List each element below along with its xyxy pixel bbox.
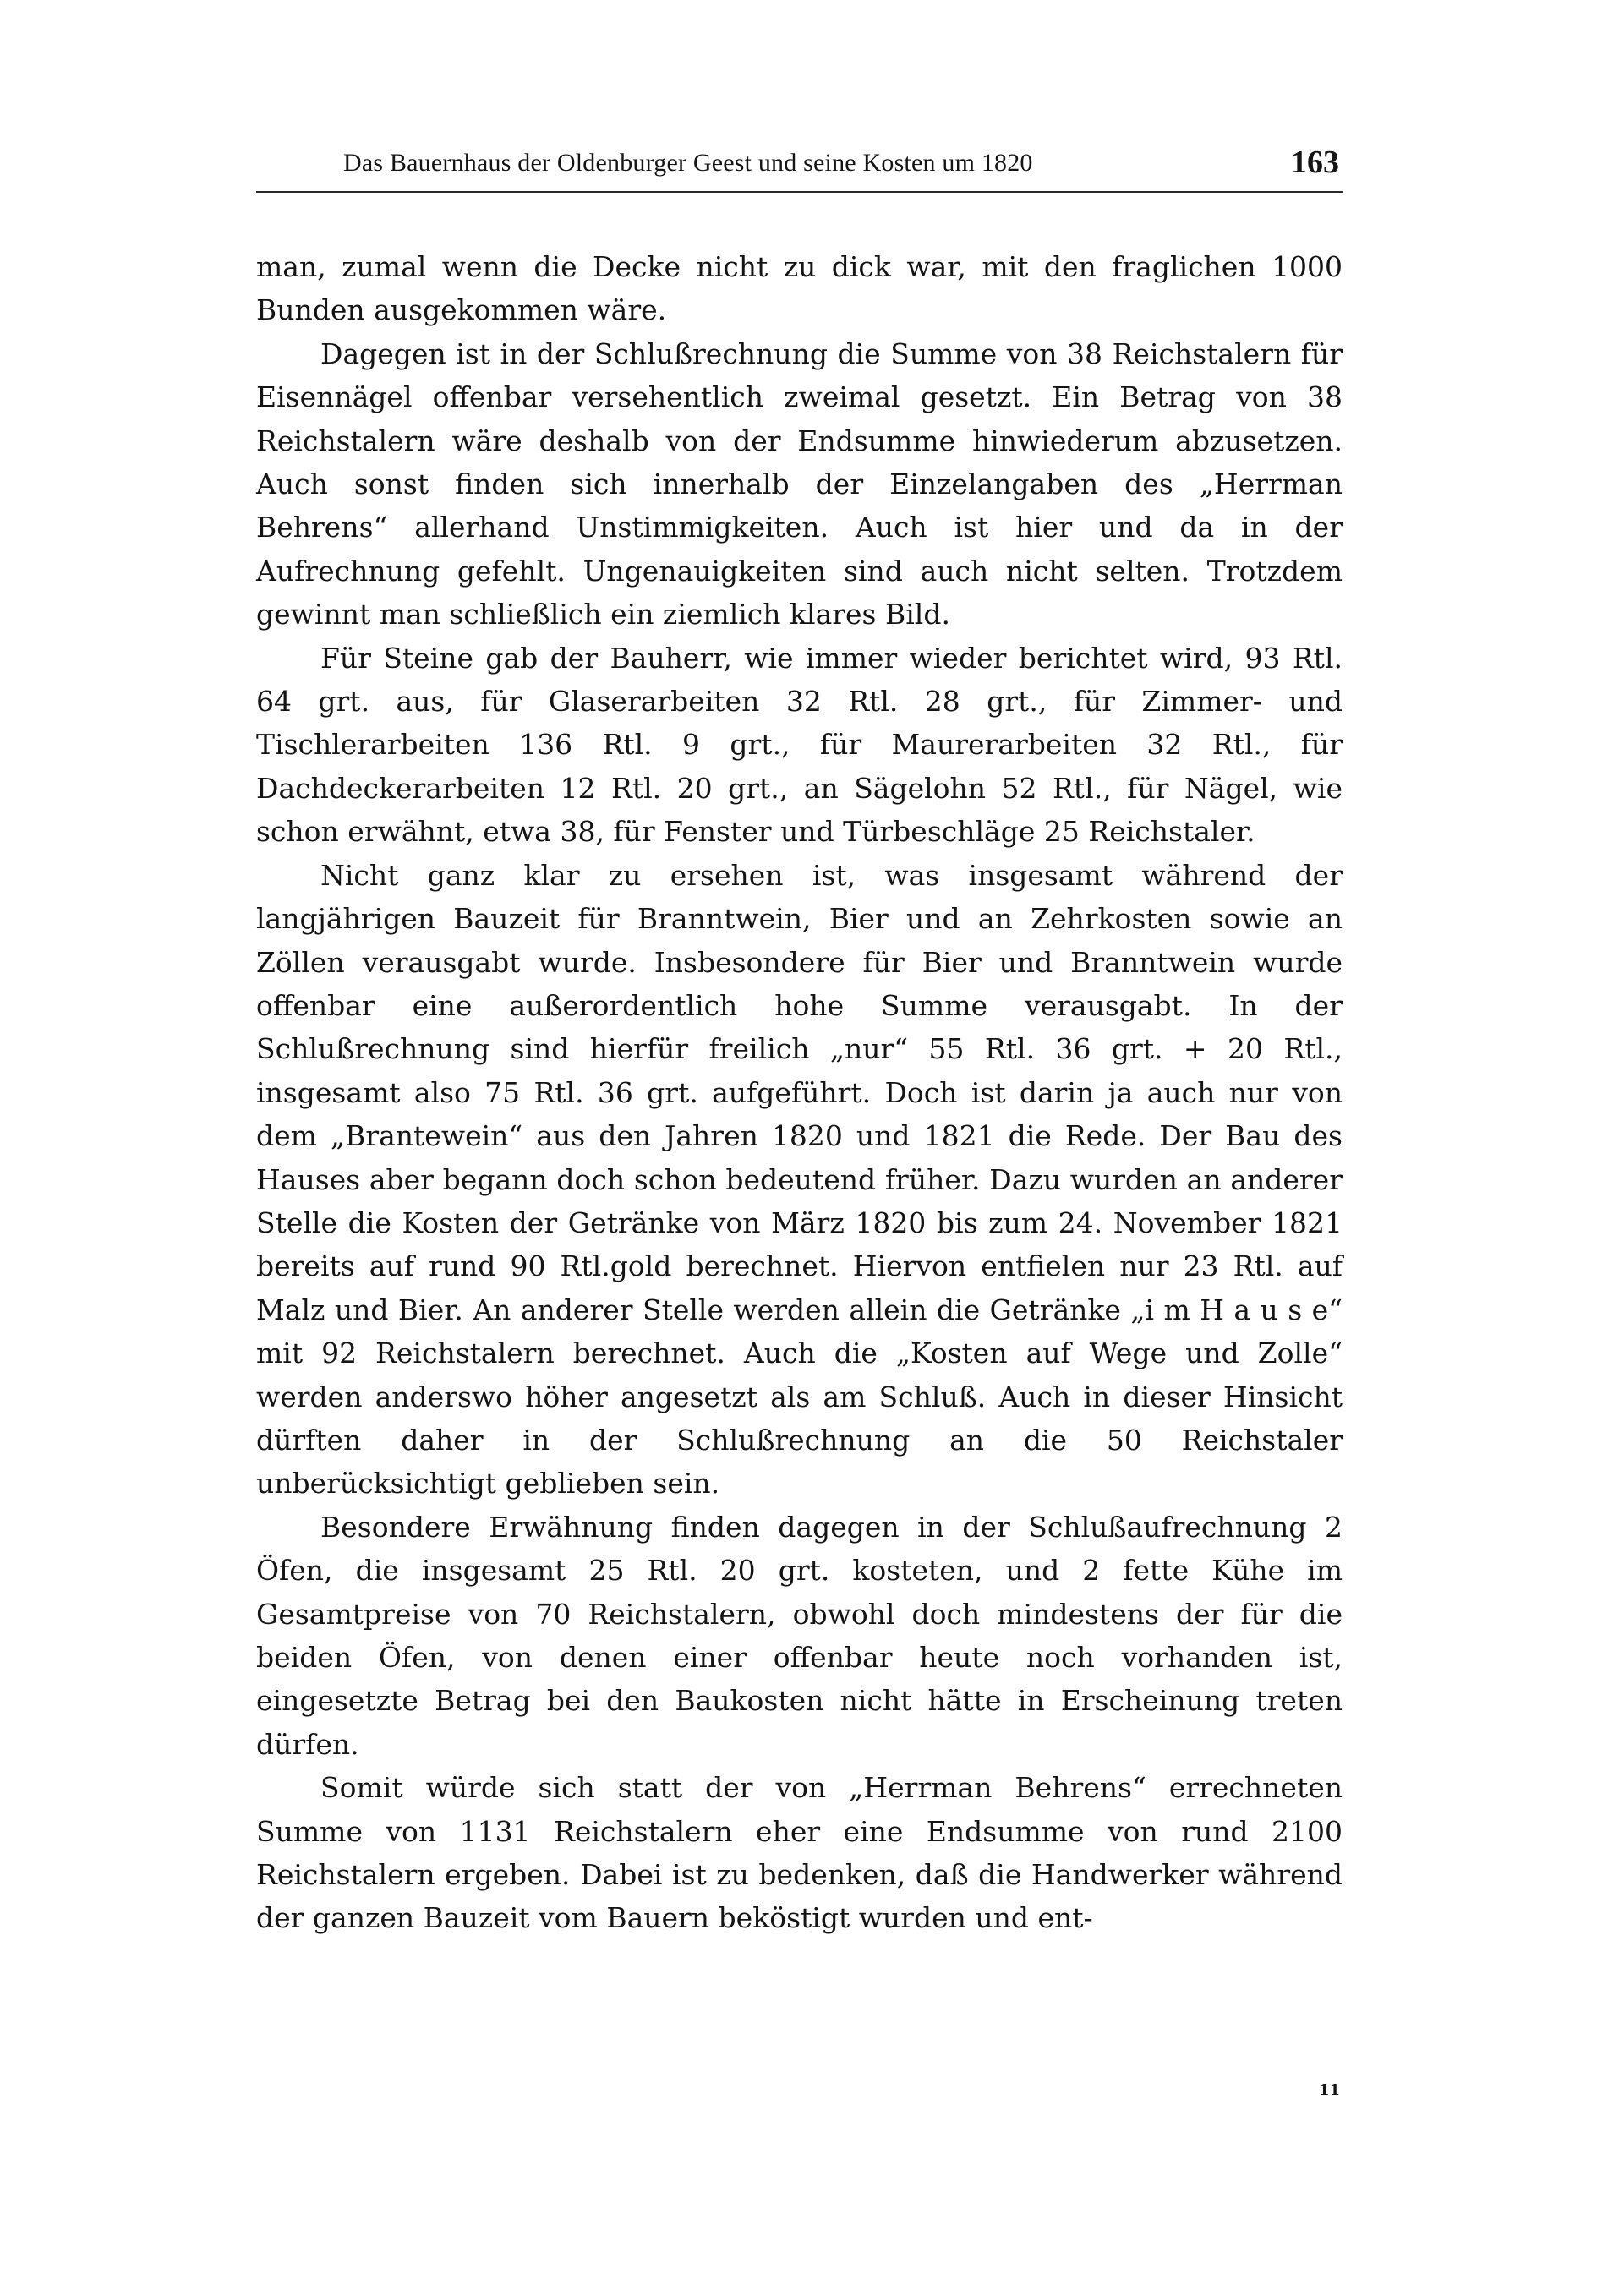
body-text: [256, 245, 1343, 1940]
running-head-title: Das Bauernhaus der Oldenburger Geest und seine Kosten um 1820: [343, 149, 1033, 177]
page-header: [256, 144, 1343, 193]
paragraph-continuation: man, zumal wenn die Decke nicht zu dick war, mit den fraglichen 1000 Bunden ausgekommen wäre.: [256, 250, 1343, 327]
paragraph-schlussrechnung: Dagegen ist in der Schlußrechnung die Summe von 38 Reichstalern für Eisennägel offenbar versehentlich zweimal gesetzt. Ein Betrag von 38 Reichstalern wäre deshalb von der Endsumme hinwiederum abzusetzen. Auch sonst finden sich innerhalb der Einzelangaben des „Herrman Behrens“ allerhand Unstimmigkeiten. Auch ist hier und da in der Aufrechnung gefehlt. Ungenauigkeiten sind auch nicht selten. Trotzdem gewinnt man schließlich ein ziemlich klares Bild.: [256, 336, 1343, 631]
signature-mark: 11: [1319, 2081, 1341, 2099]
paragraph-branntwein-bier: Nicht ganz klar zu ersehen ist, was insgesamt während der langjährigen Bauzeit für Branntwein, Bier und an Zehrkosten sowie an Zöllen verausgabt wurde. Insbesondere für Bier und Branntwein wurde offenbar eine außerordentlich hohe Summe verausgabt. In der Schlußrechnung sind hierfür freilich „nur“ 55 Rtl. 36 grt. + 20 Rtl., insgesamt also 75 Rtl. 36 grt. aufgeführt. Doch ist darin ja auch nur von dem „Brantewein“ aus den Jahren 1820 und 1821 die Rede. Der Bau des Hauses aber begann doch schon bedeutend früher. Dazu wurden an anderer Stelle die Kosten der Getränke von März 1820 bis zum 24. November 1821 bereits auf rund 90 Rtl.gold berechnet. Hiervon entfielen nur 23 Rtl. auf Malz und Bier. An anderer Stelle werden allein die Getränke „i m H a u s e“ mit 92 Reichstalern berechnet. Auch die „Kosten auf Wege und Zolle“ werden anderswo höher angesetzt als am Schluß. Auch in dieser Hinsicht dürften daher in der Schlußrechnung an die 50 Reichstaler unberücksichtigt geblieben sein.: [256, 858, 1343, 1501]
paragraph-steine-kosten: Für Steine gab der Bauherr, wie immer wieder berichtet wird, 93 Rtl. 64 grt. aus, für Glaserarbeiten 32 Rtl. 28 grt., für Zimmer- und Tischlerarbeiten 136 Rtl. 9 grt., für Maurerarbeiten 32 Rtl., für Dachdeckerarbeiten 12 Rtl. 20 grt., an Sägelohn 52 Rtl., für Nägel, wie schon erwähnt, etwa 38, für Fenster und Türbeschläge 25 Reichstaler.: [256, 641, 1343, 849]
paragraph-endsumme: Somit würde sich statt der von „Herrman Behrens“ errechneten Summe von 1131 Reichstalern eher eine Endsumme von rund 2100 Reichstalern ergeben. Dabei ist zu bedenken, daß die Handwerker während der ganzen Bauzeit vom Bauern beköstigt wurden und ent-: [256, 1771, 1343, 1935]
paragraph-oefen-kuehe: Besondere Erwähnung finden dagegen in der Schlußaufrechnung 2 Öfen, die insgesamt 25 Rtl. 20 grt. kosteten, und 2 fette Kühe im Gesamtpreise von 70 Reichstalern, obwohl doch mindestens der für die beiden Öfen, von denen einer offenbar heute noch vorhanden ist, eingesetzte Betrag bei den Baukosten nicht hätte in Erscheinung treten dürfen.: [256, 1510, 1343, 1761]
page-number: 163: [1291, 145, 1339, 180]
